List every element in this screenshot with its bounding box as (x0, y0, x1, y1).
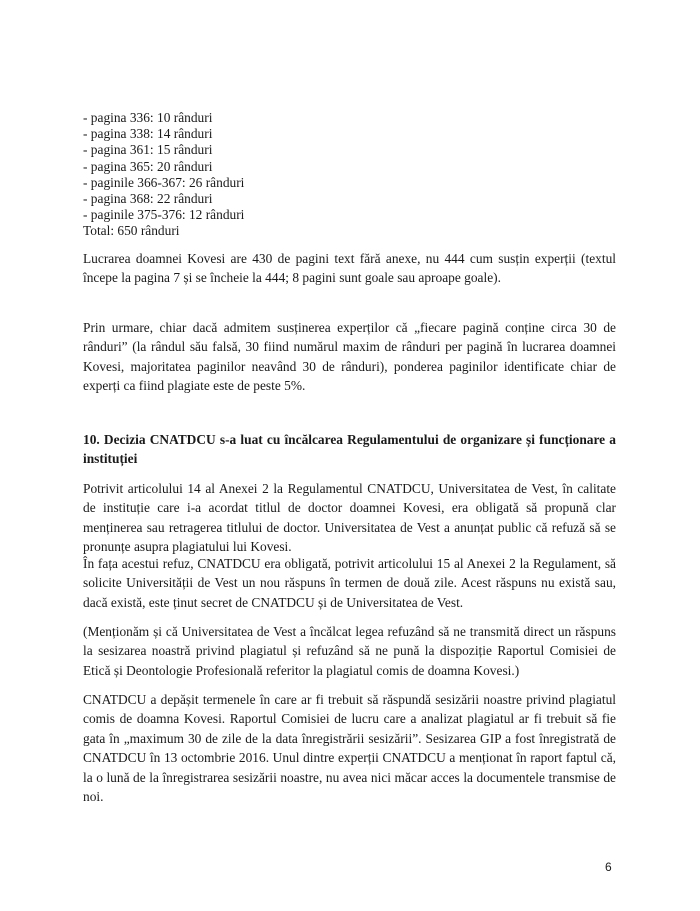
paragraph-page-count: Lucrarea doamnei Kovesi are 430 de pagini text fără anexe, nu 444 cum susțin experții (textul începe la pagina 7 și se încheie la 444; 8 pagini sunt goale sau aproape goale). (83, 251, 616, 286)
page-count-list (83, 110, 623, 240)
list-item: - paginile 375-376: 12 rânduri (83, 207, 245, 223)
paragraph-conclusion: Prin urmare, chiar dacă admitem susținerea experților că „fiecare pagină conține circa 30 de rânduri” (la rândul său falsă, 30 fiind numărul maxim de rânduri per pagină în lucrarea doamnei Kovesi, majoritatea paginilor neavând 30 de rânduri), ponderea paginilor identificate chiar de experți ca fiind plagiate este de peste 5%. (83, 320, 616, 394)
list-item: - pagina 368: 22 rânduri (83, 191, 213, 207)
list-item: - paginile 366-367: 26 rânduri (83, 174, 245, 190)
paragraph-note: (Menționăm și că Universitatea de Vest a încălcat legea refuzând să ne transmită direct un răspuns la sesizarea noastră privind plagiatul și refuzând să ne pună la dispoziție Raportul Comisiei de Etică și Deontologie Profesională referitor la plagiatul comis de doamna Kovesi.) (83, 624, 616, 678)
list-item: - pagina 336: 10 rânduri (83, 110, 213, 125)
list-total: Total: 650 rânduri (83, 223, 180, 239)
paragraph-deadlines: CNATDCU a depășit termenele în care ar fi trebuit să răspundă sesizării noastre privind plagiatul comis de doamna Kovesi. Raportul Comisiei de lucru care a analizat plagiatul ar fi trebuit să fie gata în „maximum 30 de zile de la data înregistrării sesizării”. Sesizarea GIP a fost înregistrată de CNATDCU în 13 octombrie 2016. Unul dintre experții CNATDCU a menționat în raport faptul că, la o lună de la înregistrarea sesizării noastre, nu avea nici măcar acces la documentele transmise de noi. (83, 692, 616, 805)
list-item: - pagina 338: 14 rânduri (83, 126, 213, 142)
paragraph-article-14: Potrivit articolului 14 al Anexei 2 la Regulamentul CNATDCU, Universitatea de Vest, în calitate de instituție care i-a acordat titlul de doctor doamnei Kovesi, era obligată să propună clar menținerea sau retragerea titlului de doctor. Universitatea de Vest a anunțat public că refuză să se pronunțe asupra plagiatului lui Kovesi. (83, 481, 616, 555)
section-heading: 10. Decizia CNATDCU s-a luat cu încălcarea Regulamentului de organizare și funcționare a instituției (83, 432, 616, 467)
page-number: 6 (605, 860, 612, 874)
list-item: - pagina 361: 15 rânduri (83, 142, 213, 158)
list-item: - pagina 365: 20 rânduri (83, 158, 213, 174)
paragraph-article-15: În fața acestui refuz, CNATDCU era obligată, potrivit articolului 15 al Anexei 2 la Regulament, să solicite Universității de Vest un nou răspuns în termen de două zile. Acest răspuns nu există sau, dacă există, este ținut secret de CNATDCU și de Universitatea de Vest. (83, 556, 616, 610)
